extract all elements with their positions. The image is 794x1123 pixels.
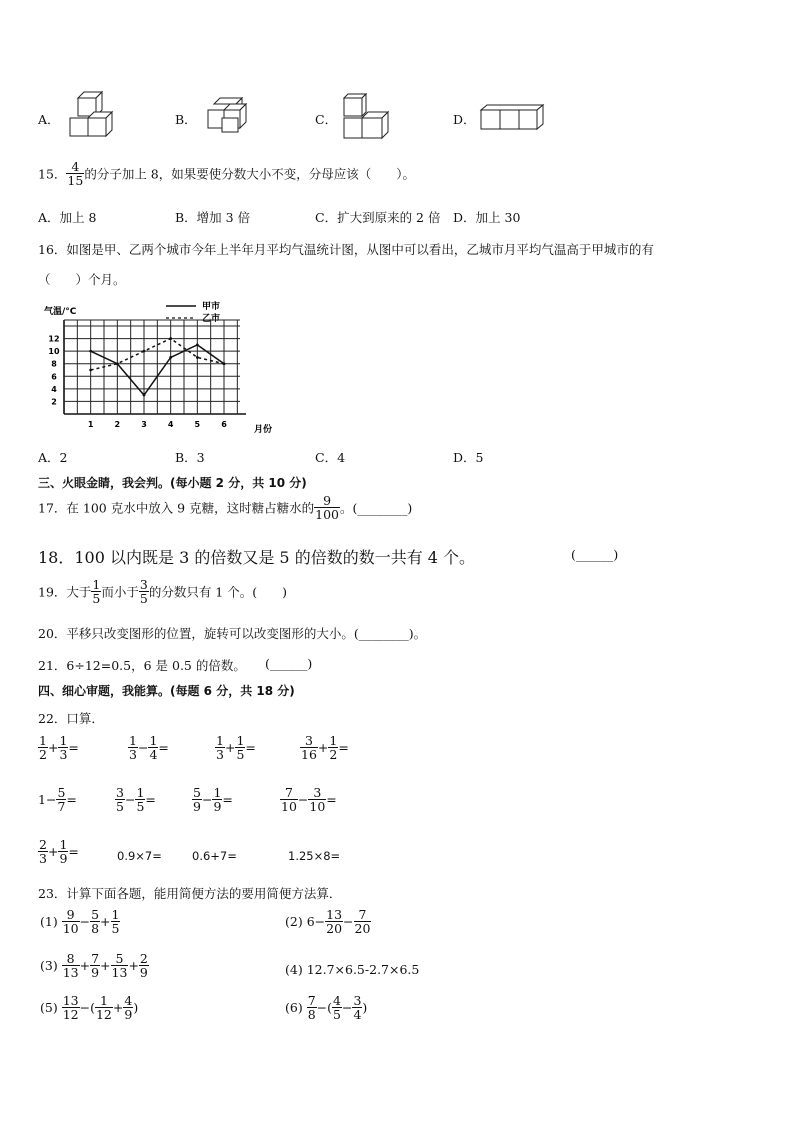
chart-x-tick-label: 1 bbox=[87, 420, 94, 429]
q22-expr-12: 1.25×8= bbox=[288, 849, 341, 863]
q21-answer-blank[interactable]: (______) bbox=[265, 656, 313, 671]
q14-option-c-label: C． bbox=[315, 112, 338, 127]
q17-text: 17．在 100 克水中放入 9 克糖，这时糖占糖水的 bbox=[38, 500, 315, 516]
q23-label-6: (6) bbox=[285, 1000, 303, 1016]
chart-y-tick-label: 12 bbox=[48, 334, 60, 344]
q23-expr-4: 12.7×6.5-2.7×6.5 bbox=[306, 962, 420, 977]
q19-text-b: 而小于 bbox=[101, 584, 139, 600]
chart-point bbox=[89, 350, 92, 353]
q16-option-c: C．4 bbox=[315, 450, 346, 465]
chart-point bbox=[196, 343, 199, 346]
q23-item-6: (6) $\frac{7}{8}$ −( $\frac{4}{5}$ − $\frac{3}{4}$ ) bbox=[285, 993, 368, 1023]
q22-expr-10: 0.9×7= bbox=[117, 849, 162, 863]
q14-option-c-cubes bbox=[340, 92, 392, 144]
q15-text: 的分子加上 8，如果要使分数大小不变，分母应该（ ）。 bbox=[84, 166, 415, 182]
q15-option-c: C．扩大到原来的 2 倍 bbox=[315, 210, 441, 225]
section-3-title: 三、火眼金睛，我会判。(每小题 2 分，共 10 分) bbox=[38, 476, 307, 490]
q16-option-a: A．2 bbox=[38, 450, 68, 465]
temperature-line-chart bbox=[38, 296, 288, 440]
chart-point bbox=[196, 356, 199, 359]
chart-y-tick-label: 6 bbox=[51, 372, 57, 382]
q19-text-a: 19．大于 bbox=[38, 584, 92, 600]
q23-item-3: (3) $\frac{8}{13}$ + $\frac{7}{9}$ + $\frac{5}{13}$ + $\frac{2}{9}$ bbox=[40, 951, 148, 981]
q19-fraction-1: $\frac{1}{5}$ bbox=[92, 577, 101, 607]
question-19 bbox=[38, 578, 287, 605]
legend-series-2: 乙市 bbox=[202, 314, 221, 324]
q22-expr-5: 1− $\frac{5}{7}$ = bbox=[38, 785, 77, 815]
q22-expr-9: $\frac{2}{3}$ + $\frac{1}{9}$ = bbox=[39, 837, 79, 867]
chart-y-tick-label: 10 bbox=[48, 347, 60, 357]
chart-point bbox=[89, 369, 92, 372]
chart-y-axis-label: 气温/°C bbox=[44, 307, 77, 317]
chart-point bbox=[169, 337, 172, 340]
q20-text: 20．平移只改变图形的位置，旋转可以改变图形的大小。(________)。 bbox=[38, 626, 427, 641]
q23-item-5: (5) $\frac{13}{12}$ −( $\frac{1}{12}$ + $\frac{4}{9}$ ) bbox=[40, 993, 139, 1023]
q22-expr-8: $\frac{7}{10}$ − $\frac{3}{10}$ = bbox=[281, 785, 337, 815]
q22-expr-7: $\frac{5}{9}$ − $\frac{1}{9}$ = bbox=[193, 785, 233, 815]
section-4-title: 四、细心审题，我能算。(每题 6 分，共 18 分) bbox=[38, 684, 295, 698]
q21-text: 21．6÷12=0.5，6 是 0.5 的倍数。 bbox=[38, 658, 246, 673]
q19-fraction-2: $\frac{3}{5}$ bbox=[139, 577, 148, 607]
question-17 bbox=[38, 494, 412, 521]
q14-option-a-cubes bbox=[66, 90, 124, 146]
q18-text: 18．100 以内既是 3 的倍数又是 5 的倍数的数一共有 4 个。 bbox=[38, 548, 476, 567]
chart-x-axis-label: 月份 bbox=[254, 425, 273, 435]
q14-option-b-cubes bbox=[204, 96, 258, 140]
q23-label-2: (2) bbox=[285, 914, 303, 930]
q23-label-3: (3) bbox=[40, 958, 58, 974]
q14-option-d-label: D． bbox=[453, 112, 476, 127]
legend-series-1: 甲市 bbox=[202, 302, 221, 312]
chart-point bbox=[143, 394, 146, 397]
q23-item-1: (1) $\frac{9}{10}$ − $\frac{5}{8}$ + $\frac{1}{5}$ bbox=[40, 907, 120, 937]
q22-expr-1: $\frac{1}{2}$ + $\frac{1}{3}$ = bbox=[39, 733, 79, 763]
q15-fraction: $\frac{4}{15}$ bbox=[67, 159, 84, 189]
q19-text-c: 的分数只有 1 个。( ) bbox=[148, 584, 287, 600]
question-15 bbox=[38, 160, 415, 187]
q22-expr-4: $\frac{3}{16}$ + $\frac{1}{2}$ = bbox=[301, 733, 349, 763]
q18-answer-blank[interactable]: (______) bbox=[571, 547, 619, 562]
q23-label-1: (1) bbox=[40, 914, 58, 930]
chart-x-tick-label: 3 bbox=[141, 420, 147, 429]
chart-x-tick-label: 6 bbox=[221, 420, 227, 429]
q17-fraction: $\frac{9}{100}$ bbox=[315, 493, 339, 523]
q15-option-b: B．增加 3 倍 bbox=[175, 210, 251, 225]
chart-y-tick-label: 8 bbox=[51, 359, 57, 369]
q22-expr-11: 0.6+7= bbox=[192, 849, 237, 863]
chart-y-tick-label: 2 bbox=[51, 397, 57, 407]
q22-title: 22．口算． bbox=[38, 711, 104, 726]
q16-text: 16．如图是甲、乙两个城市今年上半年月平均气温统计图，从图中可以看出，乙城市月平均气温高于甲城市的有 bbox=[38, 242, 654, 257]
q14-option-b-label: B． bbox=[175, 112, 197, 127]
q17-answer-blank[interactable]: 。(________) bbox=[339, 500, 413, 516]
q15-option-a: A．加上 8 bbox=[38, 210, 97, 225]
chart-x-tick-label: 2 bbox=[114, 420, 121, 429]
q22-expr-2: $\frac{1}{3}$ − $\frac{1}{4}$ = bbox=[129, 733, 169, 763]
q22-expr-6: $\frac{3}{5}$ − $\frac{1}{5}$ = bbox=[116, 785, 156, 815]
q16-option-b: B．3 bbox=[175, 450, 205, 465]
q15-option-d: D．加上 30 bbox=[453, 210, 521, 225]
q23-title: 23．计算下面各题，能用简便方法的要用简便方法算． bbox=[38, 886, 342, 901]
chart-x-tick-label: 5 bbox=[194, 420, 201, 429]
q16-text-2: （ ）个月。 bbox=[38, 272, 126, 287]
q23-item-4 bbox=[285, 962, 419, 977]
q15-number: 15． bbox=[38, 166, 67, 182]
chart-point bbox=[169, 356, 172, 359]
chart-point bbox=[116, 362, 119, 365]
q14-option-a-label: A． bbox=[38, 112, 60, 127]
q22-expr-3: $\frac{1}{3}$ + $\frac{1}{5}$ = bbox=[216, 733, 256, 763]
chart-point bbox=[223, 362, 226, 365]
chart-y-tick-label: 4 bbox=[51, 384, 57, 394]
q23-label-5: (5) bbox=[40, 1000, 58, 1016]
q23-item-2: (2) 6− $\frac{13}{20}$ − $\frac{7}{20}$ bbox=[285, 907, 371, 937]
chart-point bbox=[143, 350, 146, 353]
q23-label-4: (4) bbox=[285, 962, 303, 977]
q16-option-d: D．5 bbox=[453, 450, 484, 465]
chart-x-tick-label: 4 bbox=[167, 420, 174, 429]
q14-option-d-cubes bbox=[478, 102, 548, 134]
